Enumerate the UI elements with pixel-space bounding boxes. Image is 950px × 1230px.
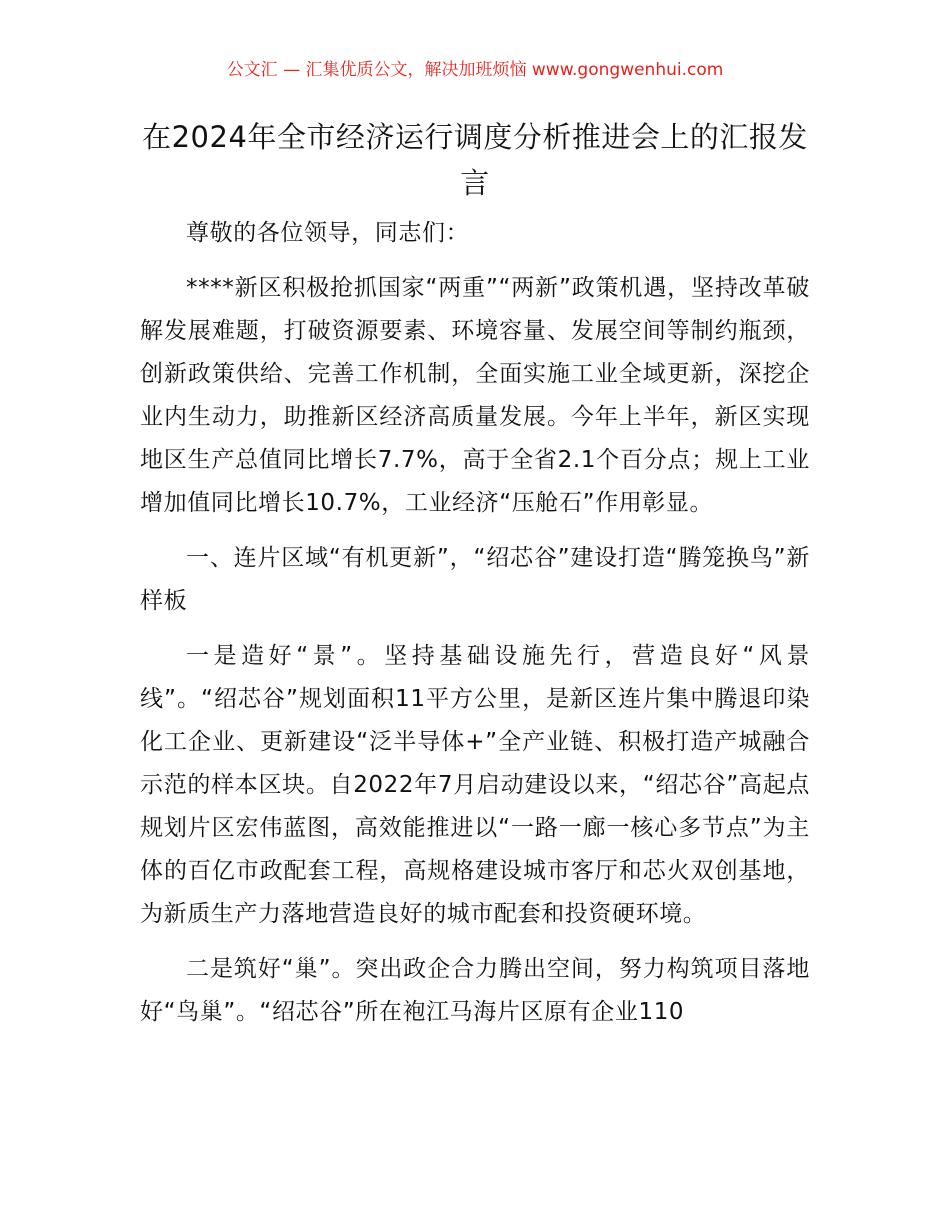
document-title: 在2024年全市经济运行调度分析推进会上的汇报发言 <box>142 120 808 200</box>
paragraph-point-2: 二是筑好“巢”。突出政企合力腾出空间，努力构筑项目落地好“鸟巢”。“绍芯谷”所在袍江马海片区原有企业110 <box>140 956 810 1025</box>
paragraph-point-1: 一是造好“景”。坚持基础设施先行，营造良好“风景线”。“绍芯谷”规划面积11平方公里，是新区连片集中腾退印染化工企业、更新建设“泛半导体+”全产业链、积极打造产城融合示范的样本区块。自2022年7月启动建设以来，“绍芯谷”高起点规划片区宏伟蓝图，高效能推进以“一路一廊一核心多节点”为主体的百亿市政配套工程，高规格建设城市客厅和芯火双创基地，为新质生产力落地营造良好的城市配套和投资硬环境。 <box>140 643 810 927</box>
section-heading-1: 一、连片区域“有机更新”，“绍芯谷”建设打造“腾笼换鸟”新样板 <box>140 545 810 614</box>
paragraph-intro: ****新区积极抢抓国家“两重”“两新”政策机遇，坚持改革破解发展难题，打破资源要素、环境容量、发展空间等制约瓶颈，创新政策供给、完善工作机制，全面实施工业全域更新，深挖企业内生动力，助推新区经济高质量发展。今年上半年，新区实现地区生产总值同比增长7.7%，高于全省2.1个百分点；规上工业增加值同比增长10.7%，工业经济“压舱石”作用彰显。 <box>140 275 810 516</box>
document-body <box>140 212 810 1046</box>
salutation: 尊敬的各位领导，同志们： <box>186 220 470 246</box>
header-banner: 公文汇 — 汇集优质公文，解决加班烦恼 www.gongwenhui.com <box>226 60 724 80</box>
